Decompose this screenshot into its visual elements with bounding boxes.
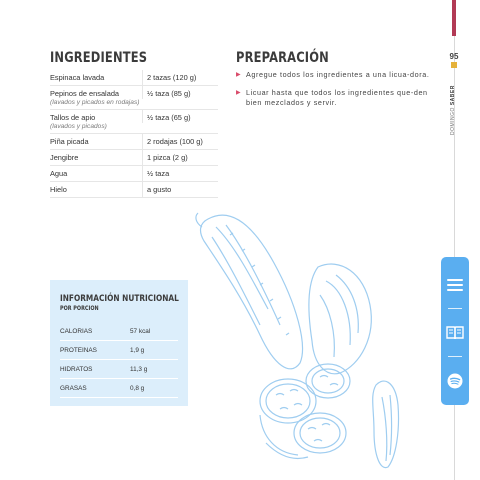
preparation-step xyxy=(236,88,436,108)
ingredient-name: Agua xyxy=(50,166,143,182)
nutrition-box xyxy=(50,280,188,406)
ingredient-qty: ½ taza xyxy=(143,166,219,182)
ingredient-name: Tallos de apio xyxy=(50,110,143,124)
nutrition-label: GRASAS xyxy=(60,379,130,398)
nutrition-value: 1,9 g xyxy=(130,341,178,360)
preparation-title: PREPARACIÓN xyxy=(236,50,329,66)
ingredient-name: Hielo xyxy=(50,182,143,198)
ingredient-qty: a gusto xyxy=(143,182,219,198)
nutrition-label: HIDRATOS xyxy=(60,360,130,379)
triangle-bullet-icon: ▶ xyxy=(236,72,242,78)
ingredients-title: INGREDIENTES xyxy=(50,50,148,66)
ingredient-name: Jengibre xyxy=(50,150,143,166)
ingredients-table xyxy=(50,70,218,198)
magazine-tag xyxy=(450,85,456,135)
ingredient-row xyxy=(50,134,218,150)
ingredient-name: Pepinos de ensalada xyxy=(50,86,143,100)
ingredient-name: Piña picada xyxy=(50,134,143,150)
ingredient-row xyxy=(50,110,218,124)
preparation-steps xyxy=(236,70,436,116)
page-number: 95 xyxy=(449,52,459,61)
nutrition-title: INFORMACIÓN NUTRICIONAL xyxy=(60,294,179,304)
nutrition-value: 0,8 g xyxy=(130,379,178,398)
ingredient-row xyxy=(50,166,218,182)
triangle-bullet-icon: ▶ xyxy=(236,90,242,96)
preparation-step-text: Agregue todos los ingredientes a una licua-dora. xyxy=(246,70,430,79)
cucumber-illustration xyxy=(190,205,420,475)
ingredient-note-row xyxy=(50,123,218,134)
ingredient-note: (lavados y picados) xyxy=(50,123,218,134)
nutrition-row xyxy=(60,322,178,341)
preparation-step xyxy=(236,70,436,80)
spotify-icon xyxy=(447,373,463,389)
magazine-tag-bold: SABER xyxy=(450,85,456,106)
page-accent-bar xyxy=(452,0,456,36)
preparation-step-text: Licuar hasta que todos los ingredientes que-den bien mezclados y servir. xyxy=(246,88,428,107)
section-marker xyxy=(451,62,457,68)
nutrition-row xyxy=(60,341,178,360)
ingredient-note-row xyxy=(50,99,218,110)
nutrition-label: PROTEINAS xyxy=(60,341,130,360)
ingredient-qty: 1 pizca (2 g) xyxy=(143,150,219,166)
toolbar-divider xyxy=(448,308,462,309)
toolbar-divider xyxy=(448,356,462,357)
ingredient-name: Espinaca lavada xyxy=(50,70,143,86)
page-edge-line xyxy=(454,0,455,480)
nutrition-row xyxy=(60,360,178,379)
ingredient-row xyxy=(50,86,218,100)
nutrition-value: 11,3 g xyxy=(130,360,178,379)
ingredient-qty: ½ taza (65 g) xyxy=(147,113,191,122)
nutrition-subtitle: POR PORCIÓN xyxy=(60,306,99,312)
side-toolbar xyxy=(441,257,469,405)
menu-icon xyxy=(447,278,463,292)
nutrition-value: 57 kcal xyxy=(130,322,178,341)
ingredient-row xyxy=(50,70,218,86)
ingredient-qty: ½ taza (85 g) xyxy=(147,89,191,98)
ingredient-row xyxy=(50,182,218,198)
magazine-tag-light: DOMINGO xyxy=(450,107,456,135)
spotify-button[interactable] xyxy=(441,367,469,395)
ingredient-row xyxy=(50,150,218,166)
ingredient-qty: 2 rodajas (100 g) xyxy=(143,134,219,150)
book-button[interactable] xyxy=(441,319,469,347)
nutrition-label: CALORIAS xyxy=(60,322,130,341)
nutrition-table xyxy=(60,322,178,398)
menu-button[interactable] xyxy=(441,271,469,299)
ingredient-note: (lavados y picados en rodajas) xyxy=(50,99,218,110)
ingredient-qty: 2 tazas (120 g) xyxy=(143,70,219,86)
nutrition-row xyxy=(60,379,178,398)
book-icon xyxy=(446,326,464,340)
